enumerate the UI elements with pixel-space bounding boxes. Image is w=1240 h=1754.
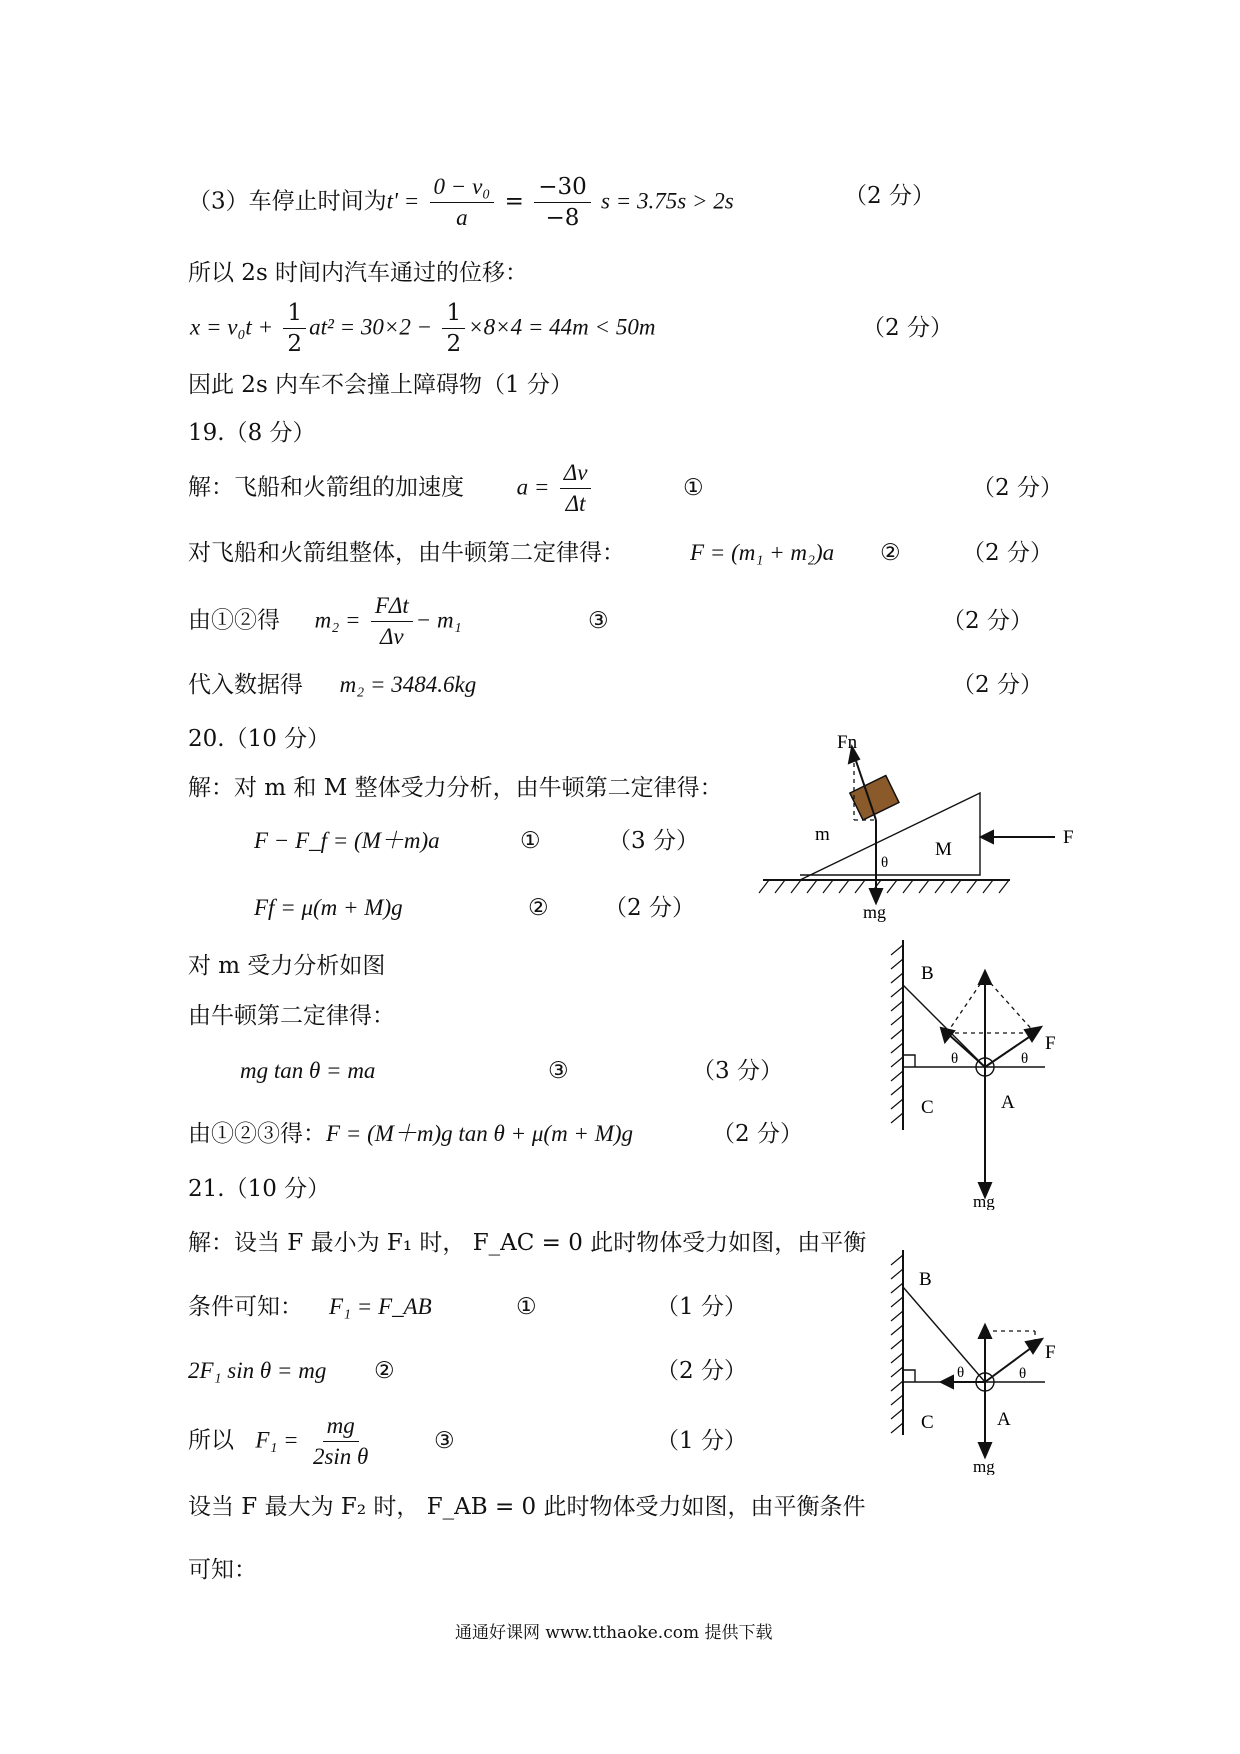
theta-label: θ	[951, 1051, 959, 1067]
a-label: A	[997, 1409, 1011, 1430]
q21-score3: （1 分）	[656, 1428, 747, 1454]
q20-line4: 由①②③得：F = (M＋m)g tan θ + μ(m + M)g	[188, 1121, 634, 1147]
q20-incline-diagram	[755, 725, 1085, 925]
q19-mark1: ①	[683, 475, 704, 501]
m-label: m	[815, 824, 830, 845]
mg-label: mg	[973, 1192, 995, 1210]
q19-title: 19.（8 分）	[188, 420, 316, 446]
q18-score-b: （2 分）	[862, 315, 953, 341]
theta-label: θ	[1021, 1051, 1029, 1067]
q21-title: 21.（10 分）	[188, 1176, 331, 1202]
mg-label: mg	[863, 902, 887, 922]
fraction: $\frac{\Delta v}{\Delta t}$	[560, 458, 592, 519]
q19-line2: 对飞船和火箭组整体，由牛顿第二定律得：	[188, 540, 625, 566]
q21-score2: （2 分）	[656, 1358, 747, 1384]
q19-line4: 代入数据得 m₂ = 3484.6kg	[188, 672, 477, 698]
q20-score1: （3 分）	[608, 828, 699, 854]
b-label: B	[921, 963, 934, 984]
q20-eq2: Ff = μ(m + M)g	[254, 895, 403, 920]
q20-mark1: ①	[520, 828, 541, 854]
b-label: B	[919, 1269, 932, 1290]
theta-label: θ	[957, 1365, 965, 1381]
fraction: $\frac{1}{2}$	[442, 298, 465, 359]
q18-line-stop-time: （3）车停止时间为t' = $\frac{\text{0 − v₀}}{a}$ = $\frac{-30}{-8}$ s = 3.75s > 2s	[188, 174, 734, 231]
q20-line2: 对 m 受力分析如图	[188, 953, 386, 979]
q21-wall-diagram	[885, 1245, 1075, 1475]
q20-mark2: ②	[528, 895, 549, 921]
q21-line2: 条件可知： F₁ = F_AB	[188, 1294, 432, 1320]
q19-line3: 由①②得 m₂ = $\frac{\text{FΔt}}{\Delta v}$ − m₁	[188, 591, 462, 652]
q19-line1: 解：飞船和火箭组的加速度 a = $\frac{\Delta v}{\Delta t}$	[188, 458, 594, 519]
fraction: $\frac{-30}{-8}$	[534, 172, 591, 233]
c-label: C	[921, 1097, 934, 1118]
q20-line1: 解：对 m 和 M 整体受力分析，由牛顿第二定律得：	[188, 775, 723, 801]
q19-score4: （2 分）	[952, 672, 1043, 698]
q18-displacement-eq: x = v₀t + $\frac{1}{2}$ at² = 30×2 − $\frac{1}{2}$ ×8×4 = 44m < 50m	[190, 300, 656, 357]
q20-eq3: mg tan θ = ma	[240, 1058, 376, 1083]
q19-mark3: ③	[588, 608, 609, 634]
q18-score-a: （2 分）	[844, 183, 935, 209]
fraction: $\frac{1}{2}$	[283, 298, 306, 359]
q19-score2: （2 分）	[962, 540, 1053, 566]
q21-score1: （1 分）	[656, 1294, 747, 1320]
theta-label: θ	[1019, 1366, 1027, 1382]
q20-line3: 由牛顿第二定律得：	[188, 1003, 395, 1029]
theta-label: θ	[881, 855, 889, 871]
q20-eq1: F − F_f = (M＋m)a	[254, 828, 440, 853]
f-label: F	[1045, 1033, 1056, 1054]
q20-score2: （2 分）	[604, 895, 695, 921]
footer: 通通好课网 www.tthaoke.com 提供下载	[455, 1623, 773, 1643]
q18-conclusion: 因此 2s 内车不会撞上障碍物（1 分）	[188, 372, 574, 398]
q19-score3: （2 分）	[942, 608, 1033, 634]
q20-score3: （3 分）	[692, 1058, 783, 1084]
fraction: $\frac{\text{0 − v₀}}{a}$	[430, 172, 495, 233]
big-m-label: M	[935, 839, 952, 860]
fraction: $\frac{\text{FΔt}}{\Delta v}$	[371, 591, 413, 652]
a-label: A	[1001, 1092, 1015, 1113]
q20-mark3: ③	[548, 1058, 569, 1084]
q21-mark2: ②	[374, 1358, 395, 1384]
f-label: F	[1045, 1342, 1056, 1363]
q19-mark2: ②	[880, 540, 901, 566]
q20-wall-diagram	[885, 935, 1085, 1210]
f-label: F	[1063, 827, 1074, 848]
q20-score4: （2 分）	[712, 1121, 803, 1147]
q21-mark1: ①	[516, 1294, 537, 1320]
q21-line4: 设当 F 最大为 F₂ 时， F_AB = 0 此时物体受力如图，由平衡条件	[188, 1494, 866, 1520]
q19-score1: （2 分）	[972, 475, 1063, 501]
c-label: C	[921, 1412, 934, 1433]
q21-mark3: ③	[434, 1428, 455, 1454]
mg-label: mg	[973, 1457, 995, 1475]
q18-displacement-intro: 所以 2s 时间内汽车通过的位移：	[188, 260, 529, 286]
fn-label: Fn	[837, 732, 858, 753]
q21-line5: 可知：	[188, 1557, 257, 1583]
q21-line3: 所以 F₁ = $\frac{mg}{\text{2sin θ}}$	[188, 1411, 375, 1472]
q21-eq2: 2F₁ sin θ = mg	[188, 1358, 327, 1383]
q20-title: 20.（10 分）	[188, 726, 331, 752]
fraction: $\frac{mg}{\text{2sin θ}}$	[312, 1413, 369, 1469]
q21-line1: 解：设当 F 最小为 F₁ 时， F_AC = 0 此时物体受力如图，由平衡	[188, 1230, 867, 1256]
q19-f-equation: F = (m₁ + m₂)a	[690, 540, 835, 565]
